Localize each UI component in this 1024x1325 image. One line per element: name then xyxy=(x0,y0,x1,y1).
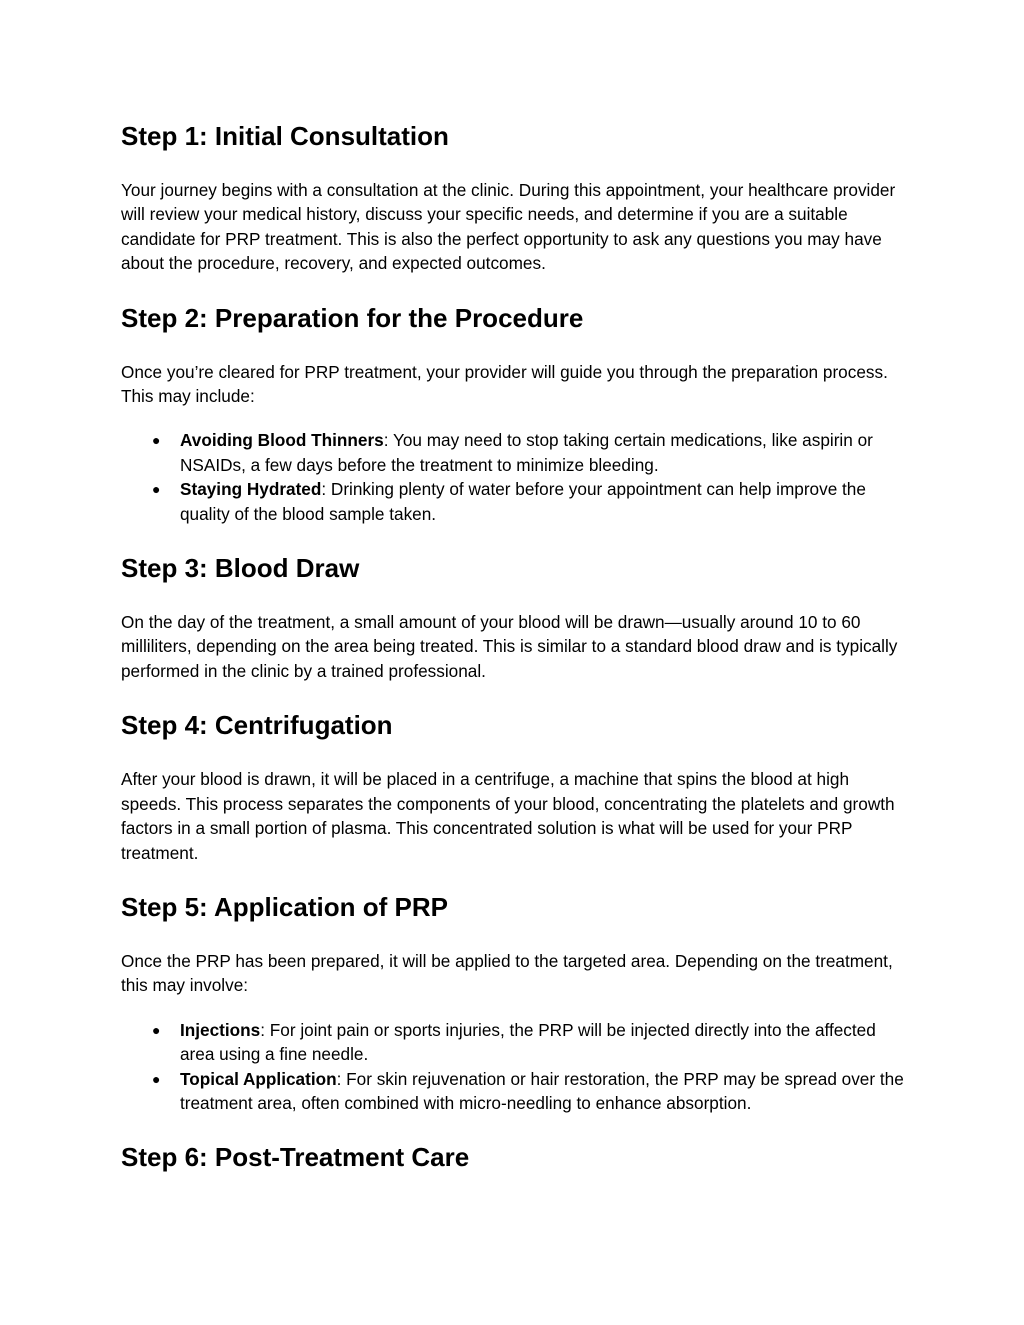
list-item xyxy=(152,477,906,526)
bullet-icon: ● xyxy=(152,481,161,498)
step-3-heading: Step 3: Blood Draw xyxy=(121,553,360,584)
step-5-paragraph: Once the PRP has been prepared, it will be applied to the targeted area. Depending on the treatment, this may involve: xyxy=(121,950,893,996)
bullet-text: : You may need to stop taking certain medications, like aspirin or NSAIDs, a few days before the treatment to minimize bleeding. xyxy=(180,430,873,475)
list-item xyxy=(152,1067,906,1116)
bullet-icon: ● xyxy=(152,432,161,449)
document-page xyxy=(121,118,906,1175)
step-2-bullet-list xyxy=(121,428,906,526)
bullet-term: Topical Application xyxy=(180,1068,337,1089)
list-item xyxy=(152,1018,906,1067)
step-2-paragraph: Once you’re cleared for PRP treatment, your provider will guide you through the preparation process. This may include: xyxy=(121,361,888,407)
bullet-text: : Drinking plenty of water before your appointment can help improve the quality of the blood sample taken. xyxy=(180,479,866,524)
step-3-paragraph: On the day of the treatment, a small amount of your blood will be drawn—usually around 10 to 60 milliliters, depending on the area being treated. This is similar to a standard blood draw and is typically performed in the clinic by a trained professional. xyxy=(121,612,898,681)
step-1-paragraph: Your journey begins with a consultation at the clinic. During this appointment, your healthcare provider will review your medical history, discuss your specific needs, and determine if you are a suitable candidate for PRP treatment. This is also the perfect opportunity to ask any questions you may have about the procedure, recovery, and expected outcomes. xyxy=(121,180,896,274)
bullet-term: Avoiding Blood Thinners xyxy=(180,430,384,451)
list-item xyxy=(152,428,906,477)
step-2-heading: Step 2: Preparation for the Procedure xyxy=(121,302,584,333)
bullet-term: Staying Hydrated xyxy=(180,479,322,500)
step-1-heading: Step 1: Initial Consultation xyxy=(121,121,449,151)
bullet-text: : For skin rejuvenation or hair restoration, the PRP may be spread over the treatment area, often combined with micro-needling to enhance absorption. xyxy=(180,1068,904,1113)
step-5-bullet-list xyxy=(121,1018,906,1116)
bullet-icon: ● xyxy=(152,1070,161,1087)
bullet-text: : For joint pain or sports injuries, the PRP will be injected directly into the affected area using a fine needle. xyxy=(180,1019,876,1065)
bullet-icon: ● xyxy=(152,1021,161,1038)
bullet-term: Injections xyxy=(180,1019,261,1040)
step-5-heading: Step 5: Application of PRP xyxy=(121,891,448,922)
step-4-paragraph: After your blood is drawn, it will be placed in a centrifuge, a machine that spins the blood at high speeds. This process separates the components of your blood, concentrating the platelets and growth factors in a small portion of plasma. This concentrated solution is what will be used for your PRP treatment. xyxy=(121,769,895,863)
step-4-heading: Step 4: Centrifugation xyxy=(121,710,393,741)
step-6-heading: Step 6: Post-Treatment Care xyxy=(121,1142,470,1173)
